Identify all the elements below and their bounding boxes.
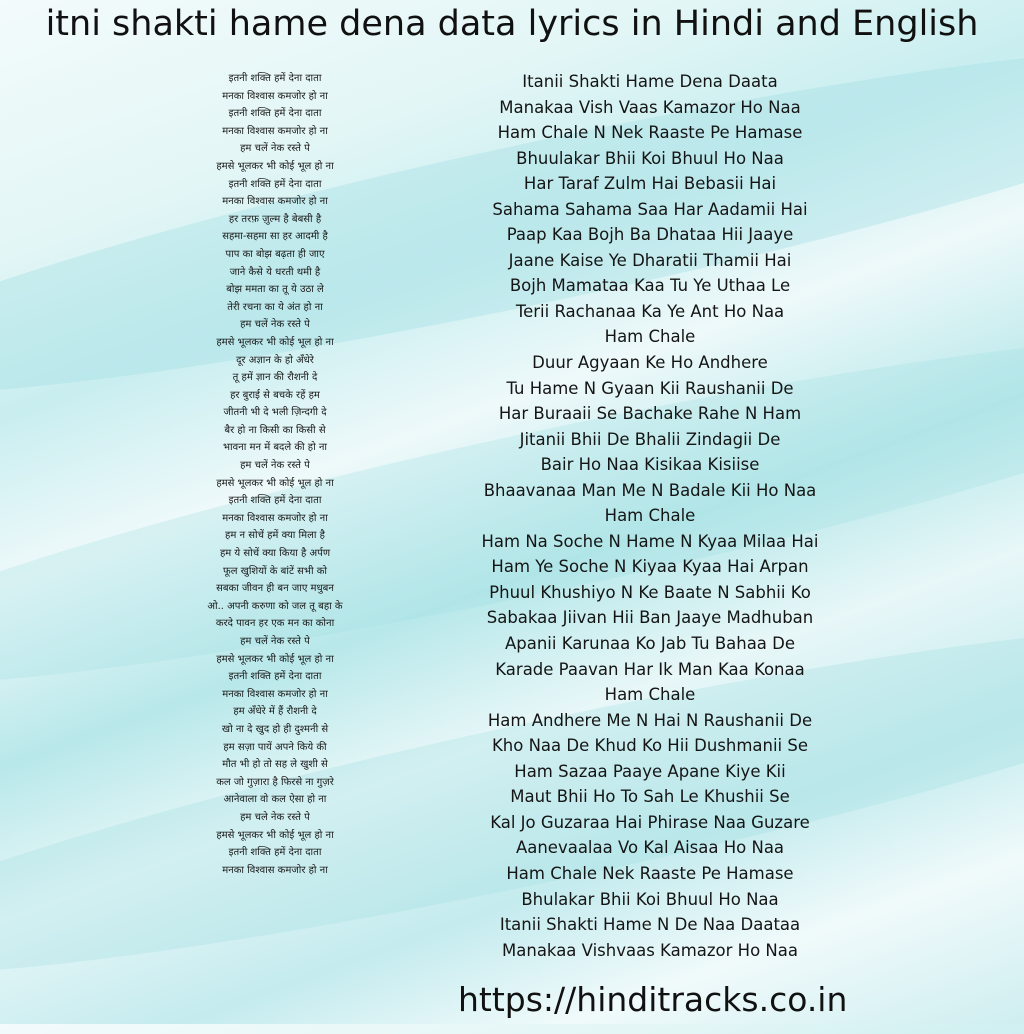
hindi-lyric-line: मनका विश्वास कमजोर हो ना [222, 196, 328, 208]
english-lyric-line: Ham Sazaa Paaye Apane Kiye Kii [514, 761, 786, 781]
hindi-lyric-line: हम अँधेरे में हैं रौशनी दे [233, 706, 317, 718]
hindi-lyric-line: तेरी रचना का ये अंत हो ना [227, 301, 323, 313]
english-lyrics-column [450, 69, 850, 963]
hindi-lyric-line: इतनी शक्ति हमें देना दाता [228, 108, 322, 120]
hindi-lyric-line: हमसे भूलकर भी कोई भूल हो ना [216, 477, 334, 489]
hindi-lyric-line: मनका विश्वास कमजोर हो ना [222, 864, 328, 876]
english-lyric-line: Har Taraf Zulm Hai Bebasii Hai [523, 174, 777, 194]
hindi-lyric-line: मनका विश्वास कमजोर हो ना [222, 512, 328, 524]
hindi-lyric-line: ओ.. अपनी करुणा को जल तू बहा के [207, 600, 343, 612]
english-lyric-line: Ham Chale [604, 685, 696, 705]
hindi-lyrics-column [150, 70, 400, 879]
english-lyric-line: Ham Chale Nek Raaste Pe Hamase [506, 863, 794, 883]
english-lyric-line: Kal Jo Guzaraa Hai Phirase Naa Guzare [490, 812, 810, 832]
english-lyric-line: Itanii Shakti Hame N De Naa Daataa [499, 915, 801, 935]
hindi-lyric-line: हमसे भूलकर भी कोई भूल हो ना [216, 336, 334, 348]
english-lyric-line: Sabakaa Jiivan Hii Ban Jaaye Madhuban [486, 608, 814, 628]
hindi-lyric-line: करदे पावन हर एक मन का कोना [215, 618, 335, 630]
english-lyric-line: Har Buraaii Se Bachake Rahe N Ham [498, 404, 802, 424]
hindi-lyric-line: हर तरफ़ ज़ुल्म है बेबसी है [228, 213, 322, 225]
hindi-lyric-line: पाप का बोझ बढ़ता ही जाए [225, 248, 325, 260]
page-title: itni shakti hame dena data lyrics in Hindi and English [45, 4, 979, 44]
hindi-lyric-line: हमसे भूलकर भी कोई भूल हो ना [216, 829, 334, 841]
english-lyric-line: Bojh Mamataa Kaa Tu Ye Uthaa Le [509, 276, 791, 296]
hindi-lyric-line: हमसे भूलकर भी कोई भूल हो ना [216, 653, 334, 665]
english-lyric-line: Kho Naa De Khud Ko Hii Dushmanii Se [491, 736, 809, 756]
hindi-lyric-line: भावना मन में बदले की हो ना [222, 442, 327, 454]
english-lyric-line: Aanevaalaa Vo Kal Aisaa Ho Naa [515, 838, 785, 858]
hindi-lyric-line: जीतनी भी दे भली ज़िन्दगी दे [223, 407, 327, 419]
hindi-lyric-line: हर बुराई से बचके रहें हम [230, 389, 320, 401]
english-lyric-line: Ham Na Soche N Hame N Kyaa Milaa Hai [481, 531, 819, 551]
hindi-lyric-line: जाने कैसे ये धरती थमी है [229, 266, 321, 278]
hindi-lyric-line: हम चले नेक रस्ते पे [240, 811, 310, 823]
hindi-lyric-line: इतनी शक्ति हमें देना दाता [228, 847, 322, 859]
hindi-lyric-line: बैर हो ना किसी का किसी से [224, 424, 326, 436]
hindi-lyric-line: सहमा-सहमा सा हर आदमी है [222, 231, 328, 243]
english-lyric-line: Bhulakar Bhii Koi Bhuul Ho Naa [521, 889, 779, 909]
english-lyric-line: Ham Chale [604, 506, 696, 526]
english-lyric-line: Bhaavanaa Man Me N Badale Kii Ho Naa [483, 480, 817, 500]
english-lyric-line: Itanii Shakti Hame Dena Daata [522, 72, 778, 91]
english-lyric-line: Karade Paavan Har Ik Man Kaa Konaa [495, 659, 805, 679]
hindi-lyric-line: मनका विश्वास कमजोर हो ना [222, 688, 328, 700]
english-lyric-line: Ham Andhere Me N Hai N Raushanii De [487, 710, 813, 730]
english-lyric-line: Paap Kaa Bojh Ba Dhataa Hii Jaaye [506, 225, 794, 245]
hindi-lyric-line: मनका विश्वास कमजोर हो ना [222, 90, 328, 102]
english-lyric-line: Tu Hame N Gyaan Kii Raushanii De [506, 378, 794, 398]
hindi-lyric-line: हमसे भूलकर भी कोई भूल हो ना [216, 160, 334, 172]
hindi-lyric-line: सबका जीवन ही बन जाए मधुबन [216, 583, 334, 595]
hindi-lyric-line: मनका विश्वास कमजोर हो ना [222, 125, 328, 137]
hindi-lyric-line: हम सज़ा पायें अपने किये की [223, 741, 327, 753]
website-url[interactable]: https://hinditracks.co.in [458, 980, 848, 1019]
hindi-lyric-line: इतनी शक्ति हमें देना दाता [228, 73, 322, 84]
hindi-lyric-line: हम चलें नेक रस्ते पे [240, 636, 310, 647]
hindi-lyric-line: कल जो गुज़ारा है फिरसे ना गुज़रे [216, 776, 334, 788]
hindi-lyric-line: हम चलें नेक रस्ते पे [240, 143, 310, 155]
english-lyric-line: Bair Ho Naa Kisikaa Kisiise [540, 455, 760, 475]
hindi-lyric-line: बोझ ममता का तू ये उठा ले [226, 284, 324, 296]
hindi-lyric-line: इतनी शक्ति हमें देना दाता [228, 495, 322, 507]
english-lyric-line: Manakaa Vish Vaas Kamazor Ho Naa [499, 97, 801, 117]
hindi-lyric-line: खो ना दे खुद हो ही दुश्मनी से [221, 723, 329, 735]
hindi-lyric-line: आनेवाला वो कल ऐसा हो ना [223, 794, 327, 806]
english-lyric-line: Phuul Khushiyo N Ke Baate N Sabhii Ko [489, 582, 811, 602]
english-lyric-line: Apanii Karunaa Ko Jab Tu Bahaa De [504, 634, 796, 654]
english-lyric-line: Jitanii Bhii De Bhalii Zindagii De [519, 429, 781, 449]
hindi-lyric-line: हम चलें नेक रस्ते पे [240, 460, 310, 472]
english-lyric-line: Ham Chale N Nek Raaste Pe Hamase [497, 123, 803, 143]
hindi-lyric-line: हम न सोचें हमें क्या मिला है [225, 530, 325, 542]
english-lyric-line: Ham Ye Soche N Kiyaa Kyaa Hai Arpan [491, 557, 809, 577]
english-lyric-line: Duur Agyaan Ke Ho Andhere [532, 353, 768, 373]
hindi-lyric-line: इतनी शक्ति हमें देना दाता [228, 671, 322, 683]
hindi-lyric-line: हम ये सोचें क्या किया है अर्पण [219, 548, 331, 560]
hindi-lyric-line: फूल खुशियों के बांटें सभी को [222, 565, 327, 577]
english-lyric-line: Manakaa Vishvaas Kamazor Ho Naa [502, 940, 798, 960]
english-lyric-line: Ham Chale [604, 327, 696, 347]
hindi-lyric-line: इतनी शक्ति हमें देना दाता [228, 178, 322, 190]
hindi-lyric-line: मौत भी हो तो सह ले खुशी से [222, 759, 328, 771]
hindi-lyric-line: तू हमें ज्ञान की रौशनी दे [232, 372, 318, 384]
english-lyric-line: Sahama Sahama Saa Har Aadamii Hai [492, 199, 808, 219]
english-lyric-line: Bhuulakar Bhii Koi Bhuul Ho Naa [516, 148, 784, 168]
hindi-lyric-line: दूर अज्ञान के हो अँधेरे [236, 354, 314, 366]
english-lyric-line: Jaane Kaise Ye Dharatii Thamii Hai [508, 250, 792, 270]
hindi-lyric-line: हम चलें नेक रस्ते पे [240, 319, 310, 331]
english-lyric-line: Maut Bhii Ho To Sah Le Khushii Se [510, 787, 790, 807]
english-lyric-line: Terii Rachanaa Ka Ye Ant Ho Naa [515, 301, 785, 321]
